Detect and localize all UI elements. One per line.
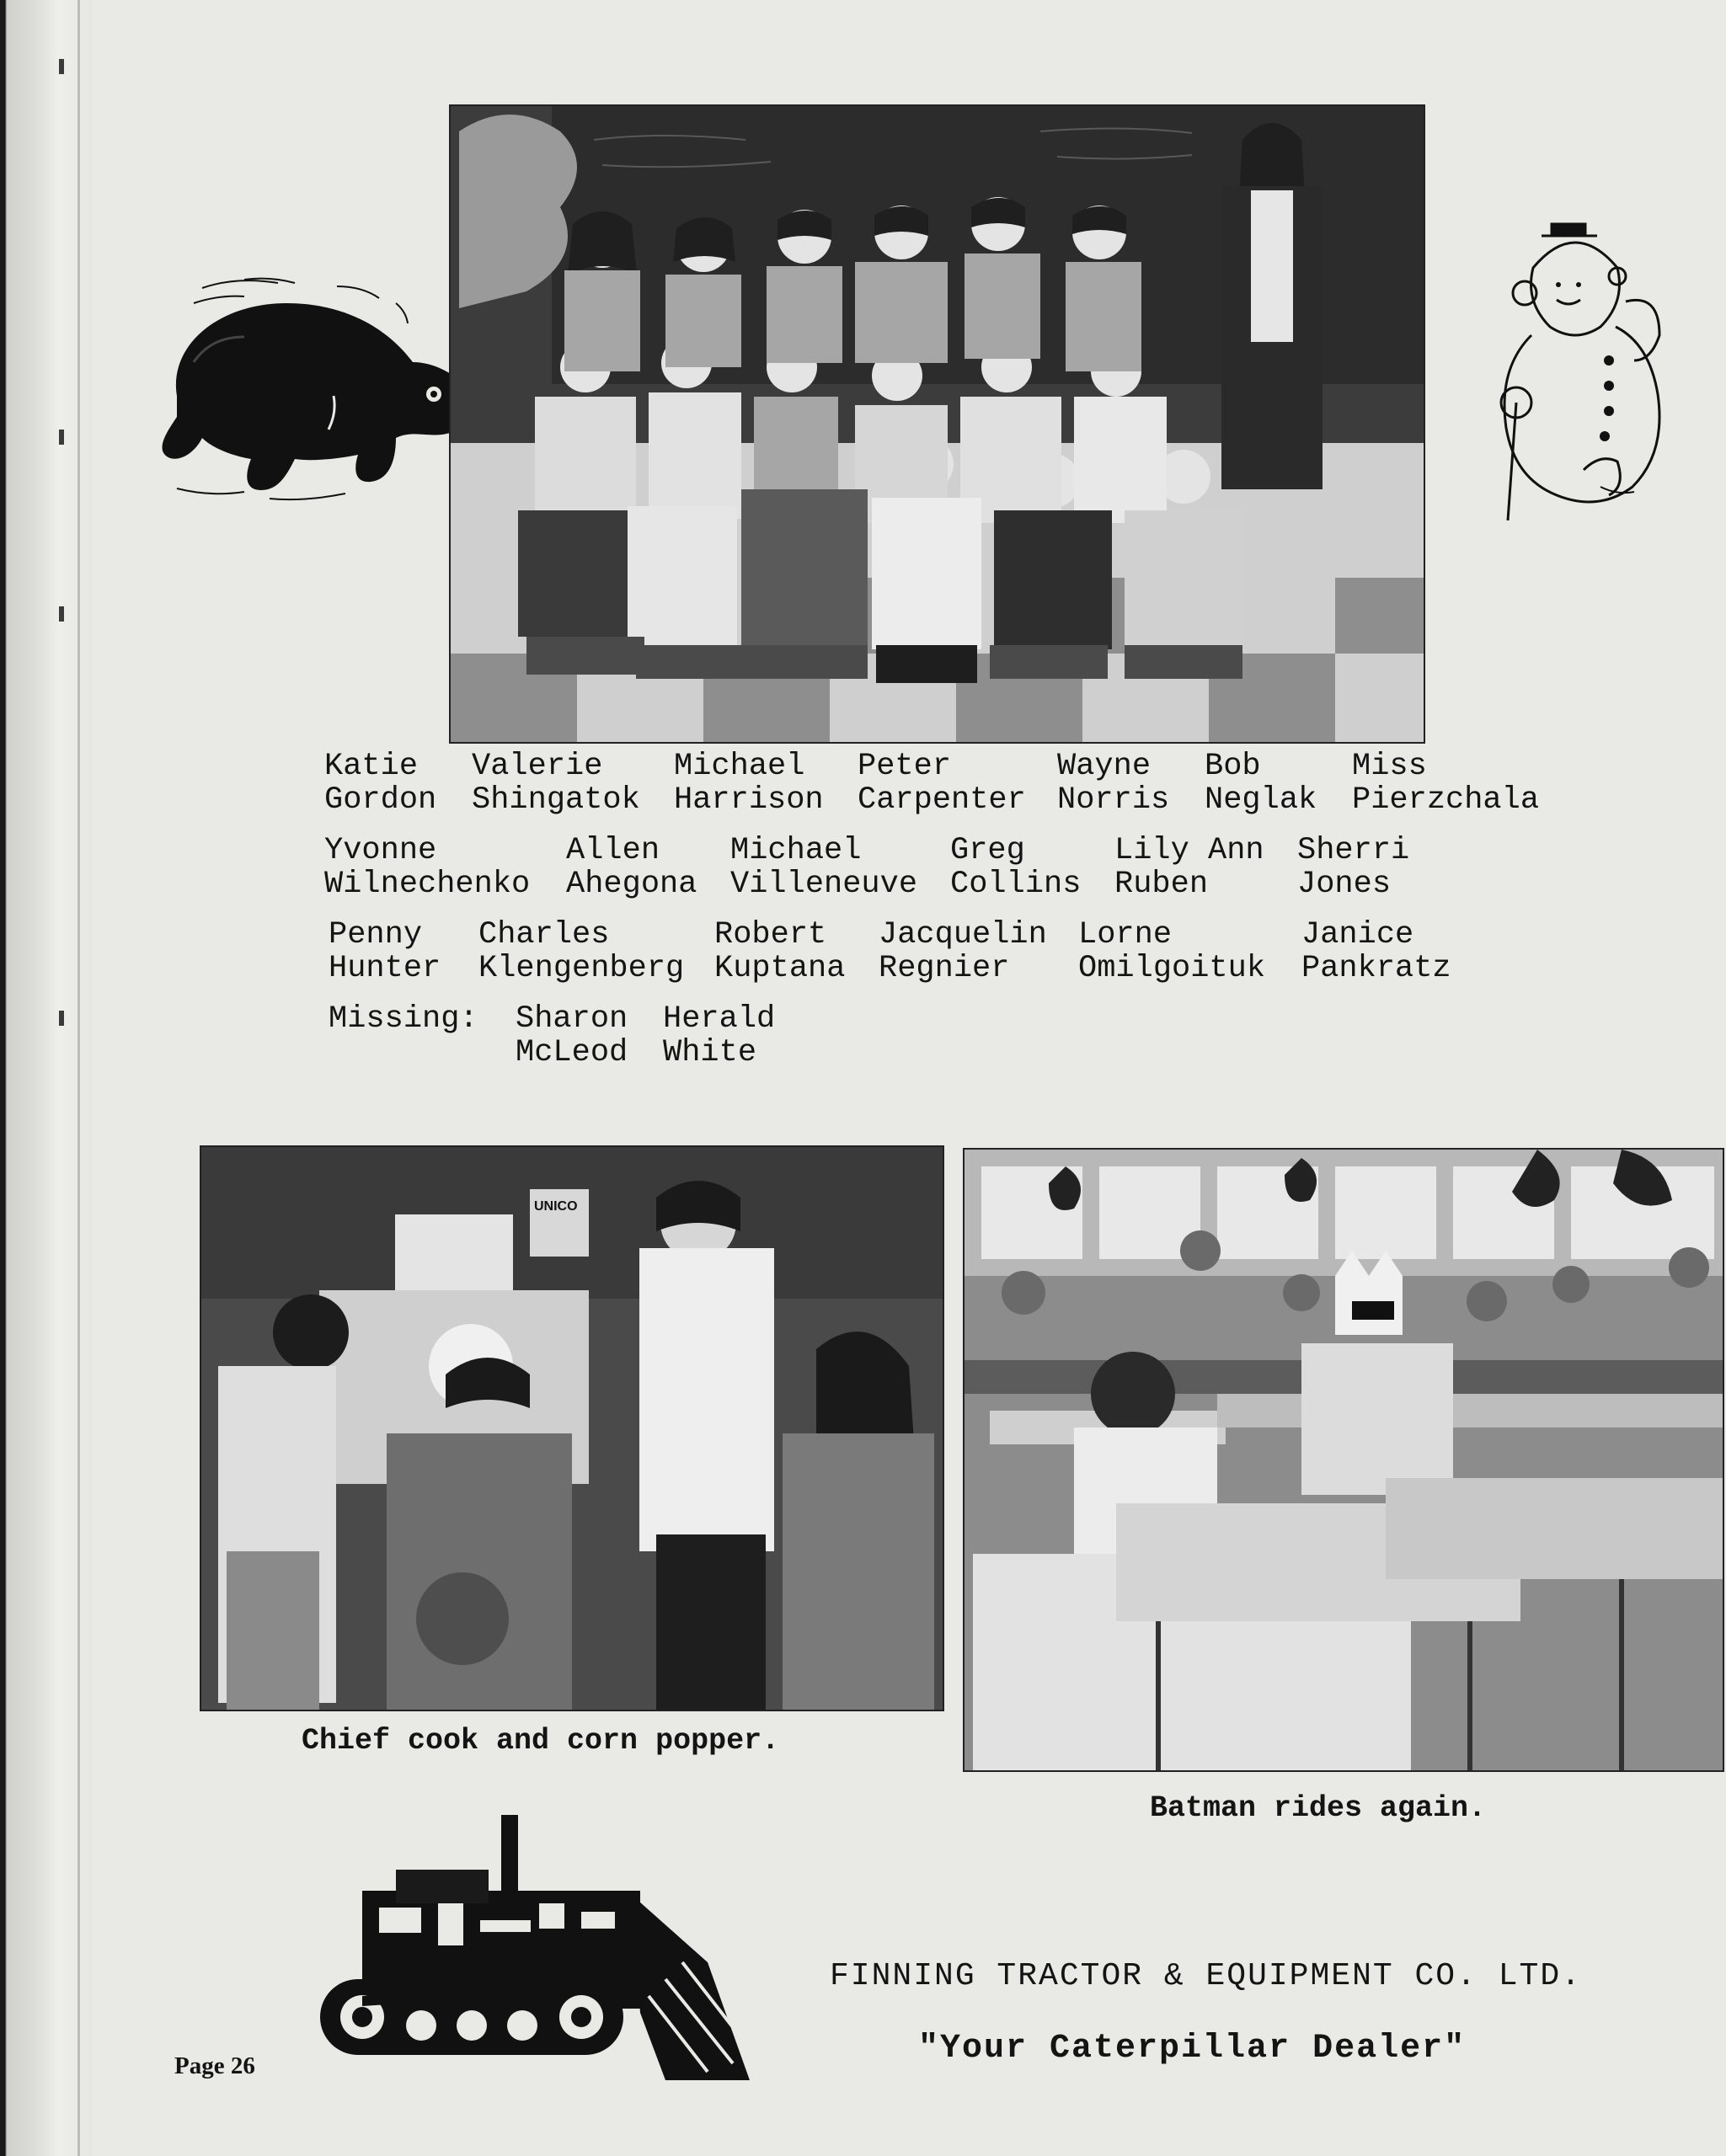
- last-name: Neglak: [1205, 782, 1317, 818]
- first-name: Michael: [674, 749, 805, 784]
- first-name: Charles: [478, 917, 610, 953]
- first-name: Wayne: [1057, 749, 1152, 784]
- first-name: Bob: [1205, 749, 1261, 784]
- last-name: McLeod: [516, 1035, 628, 1070]
- name-entry: [1301, 918, 1451, 985]
- bear-illustration: [143, 270, 497, 514]
- last-name: Klengenberg: [478, 951, 685, 986]
- caption-popcorn: Chief cook and corn popper.: [302, 1724, 780, 1758]
- last-name: Kuptana: [714, 951, 846, 986]
- last-name: Ahegona: [566, 867, 697, 902]
- first-name: Michael: [730, 833, 862, 868]
- missing-label: Missing:: [329, 1001, 478, 1037]
- first-name: Peter: [858, 749, 952, 784]
- name-entry: [1297, 834, 1409, 901]
- name-entry: [478, 918, 684, 985]
- first-name: Robert: [714, 917, 827, 953]
- name-entry: [858, 750, 1026, 817]
- name-entry: [1114, 834, 1264, 901]
- last-name: Carpenter: [858, 782, 1026, 818]
- name-entry: [730, 834, 917, 901]
- first-name: Penny: [329, 917, 423, 953]
- class-photo: [449, 104, 1425, 744]
- name-entry: [1352, 750, 1539, 817]
- bulldozer-illustration: [312, 1811, 762, 2101]
- first-name: Sharon: [516, 1001, 628, 1037]
- first-name: Yvonne: [324, 833, 437, 868]
- last-name: Jones: [1297, 867, 1392, 902]
- page-binding-edge: [0, 0, 93, 2156]
- last-name: Shingatok: [472, 782, 640, 818]
- last-name: Pierzchala: [1352, 782, 1540, 818]
- name-entry: [1205, 750, 1317, 817]
- first-name: Sherri: [1297, 833, 1410, 868]
- name-entry: [324, 834, 530, 901]
- name-entry: [566, 834, 697, 901]
- last-name: Omilgoituk: [1078, 951, 1266, 986]
- first-name: Lorne: [1078, 917, 1173, 953]
- name-entry: [1057, 750, 1169, 817]
- name-entry: [714, 918, 845, 985]
- last-name: Hunter: [329, 951, 441, 986]
- first-name: Valerie: [472, 749, 603, 784]
- first-name: Allen: [566, 833, 660, 868]
- batman-photo: [963, 1148, 1724, 1772]
- first-name: Janice: [1301, 917, 1414, 953]
- last-name: Villeneuve: [730, 867, 918, 902]
- name-entry: [472, 750, 640, 817]
- last-name: Collins: [950, 867, 1082, 902]
- first-name: Miss: [1352, 749, 1427, 784]
- first-name: Herald: [663, 1001, 776, 1037]
- name-entry: [674, 750, 824, 817]
- binding-marks: [59, 0, 76, 2156]
- last-name: Wilnechenko: [324, 867, 531, 902]
- last-name: White: [663, 1035, 757, 1070]
- popcorn-photo: [200, 1145, 944, 1711]
- advertiser-name: FINNING TRACTOR & EQUIPMENT CO. LTD.: [830, 1958, 1582, 1994]
- last-name: Gordon: [324, 782, 437, 818]
- name-entry: [324, 750, 436, 817]
- name-entry: [329, 918, 441, 985]
- first-name: Greg: [950, 833, 1025, 868]
- snowman-illustration: [1483, 217, 1676, 520]
- last-name: Norris: [1057, 782, 1170, 818]
- first-name: Lily Ann: [1114, 833, 1264, 868]
- last-name: Pankratz: [1301, 951, 1451, 986]
- unico-box-label: UNICO: [534, 1199, 578, 1214]
- name-entry: [950, 834, 1081, 901]
- page-number: Page 26: [174, 2052, 255, 2079]
- name-entry: [1078, 918, 1265, 985]
- name-entry: [879, 918, 1047, 985]
- name-entry: [516, 1002, 628, 1070]
- first-name: Jacquelin: [879, 917, 1047, 953]
- last-name: Harrison: [674, 782, 824, 818]
- name-entry: [663, 1002, 775, 1070]
- advertiser-tagline: "Your Caterpillar Dealer": [918, 2030, 1467, 2068]
- first-name: Katie: [324, 749, 419, 784]
- last-name: Regnier: [879, 951, 1010, 986]
- last-name: Ruben: [1114, 867, 1209, 902]
- caption-batman: Batman rides again.: [1150, 1791, 1487, 1825]
